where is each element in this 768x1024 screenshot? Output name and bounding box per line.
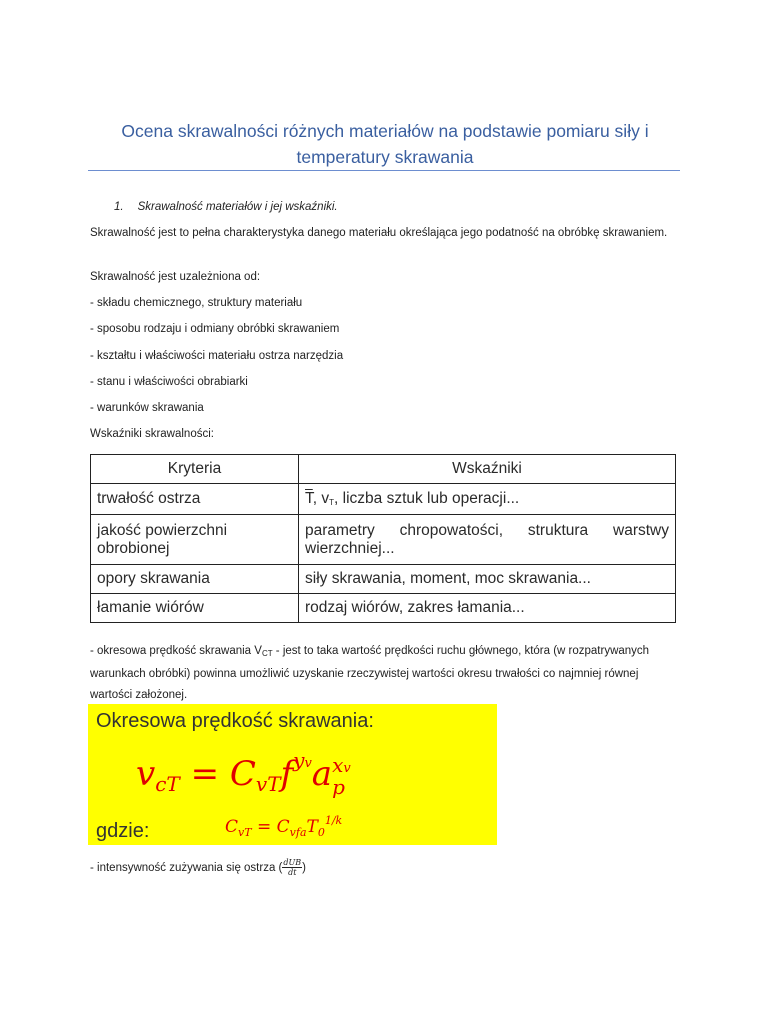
formula-a: a [311, 754, 333, 794]
coef-equals: = [251, 817, 277, 837]
coef-c-sub: vfa [289, 826, 307, 839]
coef-lhs: C [225, 817, 239, 837]
indicator-cell: $\overline{T}$, $v_T$, liczba sztuk lub operacji... [299, 484, 676, 515]
coef-t-sub: 0 [317, 826, 325, 839]
coef-lhs-sub: vT [238, 826, 252, 839]
coefficient-formula [225, 814, 342, 839]
formula-f-sup-sub: v [304, 756, 312, 771]
table-row [91, 565, 676, 594]
list-item: - stanu i właściwości obrabiarki [90, 376, 248, 388]
indicators-label: Wskaźniki skrawalności: [90, 428, 214, 440]
title-divider [88, 170, 680, 171]
formula-lhs-sub: cT [155, 772, 180, 796]
indicator-cell: siły skrawania, moment, moc skrawania... [299, 565, 676, 594]
wear-intensity-close: ) [302, 862, 306, 874]
vt-symbol: v [321, 490, 330, 507]
formula-where-label: gdzie: [96, 820, 150, 842]
criterion-cell: łamanie wiórów [91, 594, 299, 623]
formula-box [88, 704, 497, 845]
header-indicators: Wskaźniki [299, 455, 676, 484]
formula-f-sup: y [293, 748, 305, 772]
cutting-speed-description: - jest to taka wartość prędkości ruchu głównego, która (w rozpatrywanych warunkach obróbki) powinna umożliwić uzyskanie rzeczywistej wartości okresu trwałości co najmniej równej wartości założonej. [90, 645, 650, 701]
list-item: - kształtu i właściwości materiału ostrza narzędzia [90, 350, 344, 362]
list-item: - składu chemicznego, struktury materiału [90, 297, 303, 309]
fraction-numerator: dUB [283, 858, 302, 868]
coef-t-sup: 1/k [324, 814, 343, 827]
criterion-cell: opory skrawania [91, 565, 299, 594]
wear-intensity-text: - intensywność zużywania się ostrza ( [90, 862, 283, 874]
formula-a-scripts [332, 753, 351, 799]
paragraph-wear-intensity [90, 858, 680, 879]
page-title: Ocena skrawalności różnych materiałów na podstawie pomiaru siły i temperatury skrawania [121, 121, 649, 167]
table-row [91, 484, 676, 515]
formula-box-title: Okresowa prędkość skrawania: [96, 710, 374, 732]
table-header-row [91, 455, 676, 484]
formula-equals: = [179, 754, 230, 794]
section-heading [114, 201, 338, 213]
indicators-table [90, 454, 676, 623]
formula-lhs: v [136, 754, 156, 794]
list-item: - sposobu rodzaju i odmiany obróbki skrawaniem [90, 323, 340, 335]
criterion-cell: trwałość ostrza [91, 484, 299, 515]
table-row [91, 515, 676, 565]
formula-c-sub: vT [255, 772, 281, 796]
fraction-denominator: dt [288, 868, 297, 878]
coef-c: C [276, 817, 290, 837]
formula-c: C [229, 754, 256, 794]
vt-subscript: T [329, 498, 335, 507]
wear-derivative-fraction [282, 858, 302, 877]
paragraph-cutting-speed [90, 641, 680, 706]
paragraph-definition: Skrawalność jest to pełna charakterystyka danego materiału określająca jego podatność na obróbkę skrawaniem. [90, 227, 668, 239]
t-symbol: $\overline{T}$ [305, 490, 313, 507]
indicator-cell: rodzaj wiórów, zakres łamania... [299, 594, 676, 623]
header-criteria: Kryteria [91, 455, 299, 484]
list-item: - warunków skrawania [90, 402, 204, 414]
formula-a-sub: p [332, 775, 345, 799]
formula-a-sup-sub: v [343, 761, 351, 776]
formula-f: f [280, 754, 294, 794]
indicator-rest: , liczba sztuk lub operacji... [334, 490, 520, 507]
cutting-speed-text: - okresowa prędkość skrawania V [90, 645, 262, 657]
coef-t: T [306, 817, 318, 837]
section-title: Skrawalność materiałów i jej wskaźniki. [137, 201, 338, 213]
criterion-cell: jakość powierzchni obrobionej [91, 515, 299, 565]
indicator-cell: parametry chropowatości, struktura warstwy wierzchniej... [299, 515, 676, 565]
formula-a-sup: x [332, 753, 344, 777]
section-number: 1. [114, 201, 124, 213]
table-row [91, 594, 676, 623]
cutting-speed-subscript: CT [261, 649, 273, 658]
main-formula [136, 748, 351, 799]
paragraph-dependency: Skrawalność jest uzależniona od: [90, 271, 261, 283]
